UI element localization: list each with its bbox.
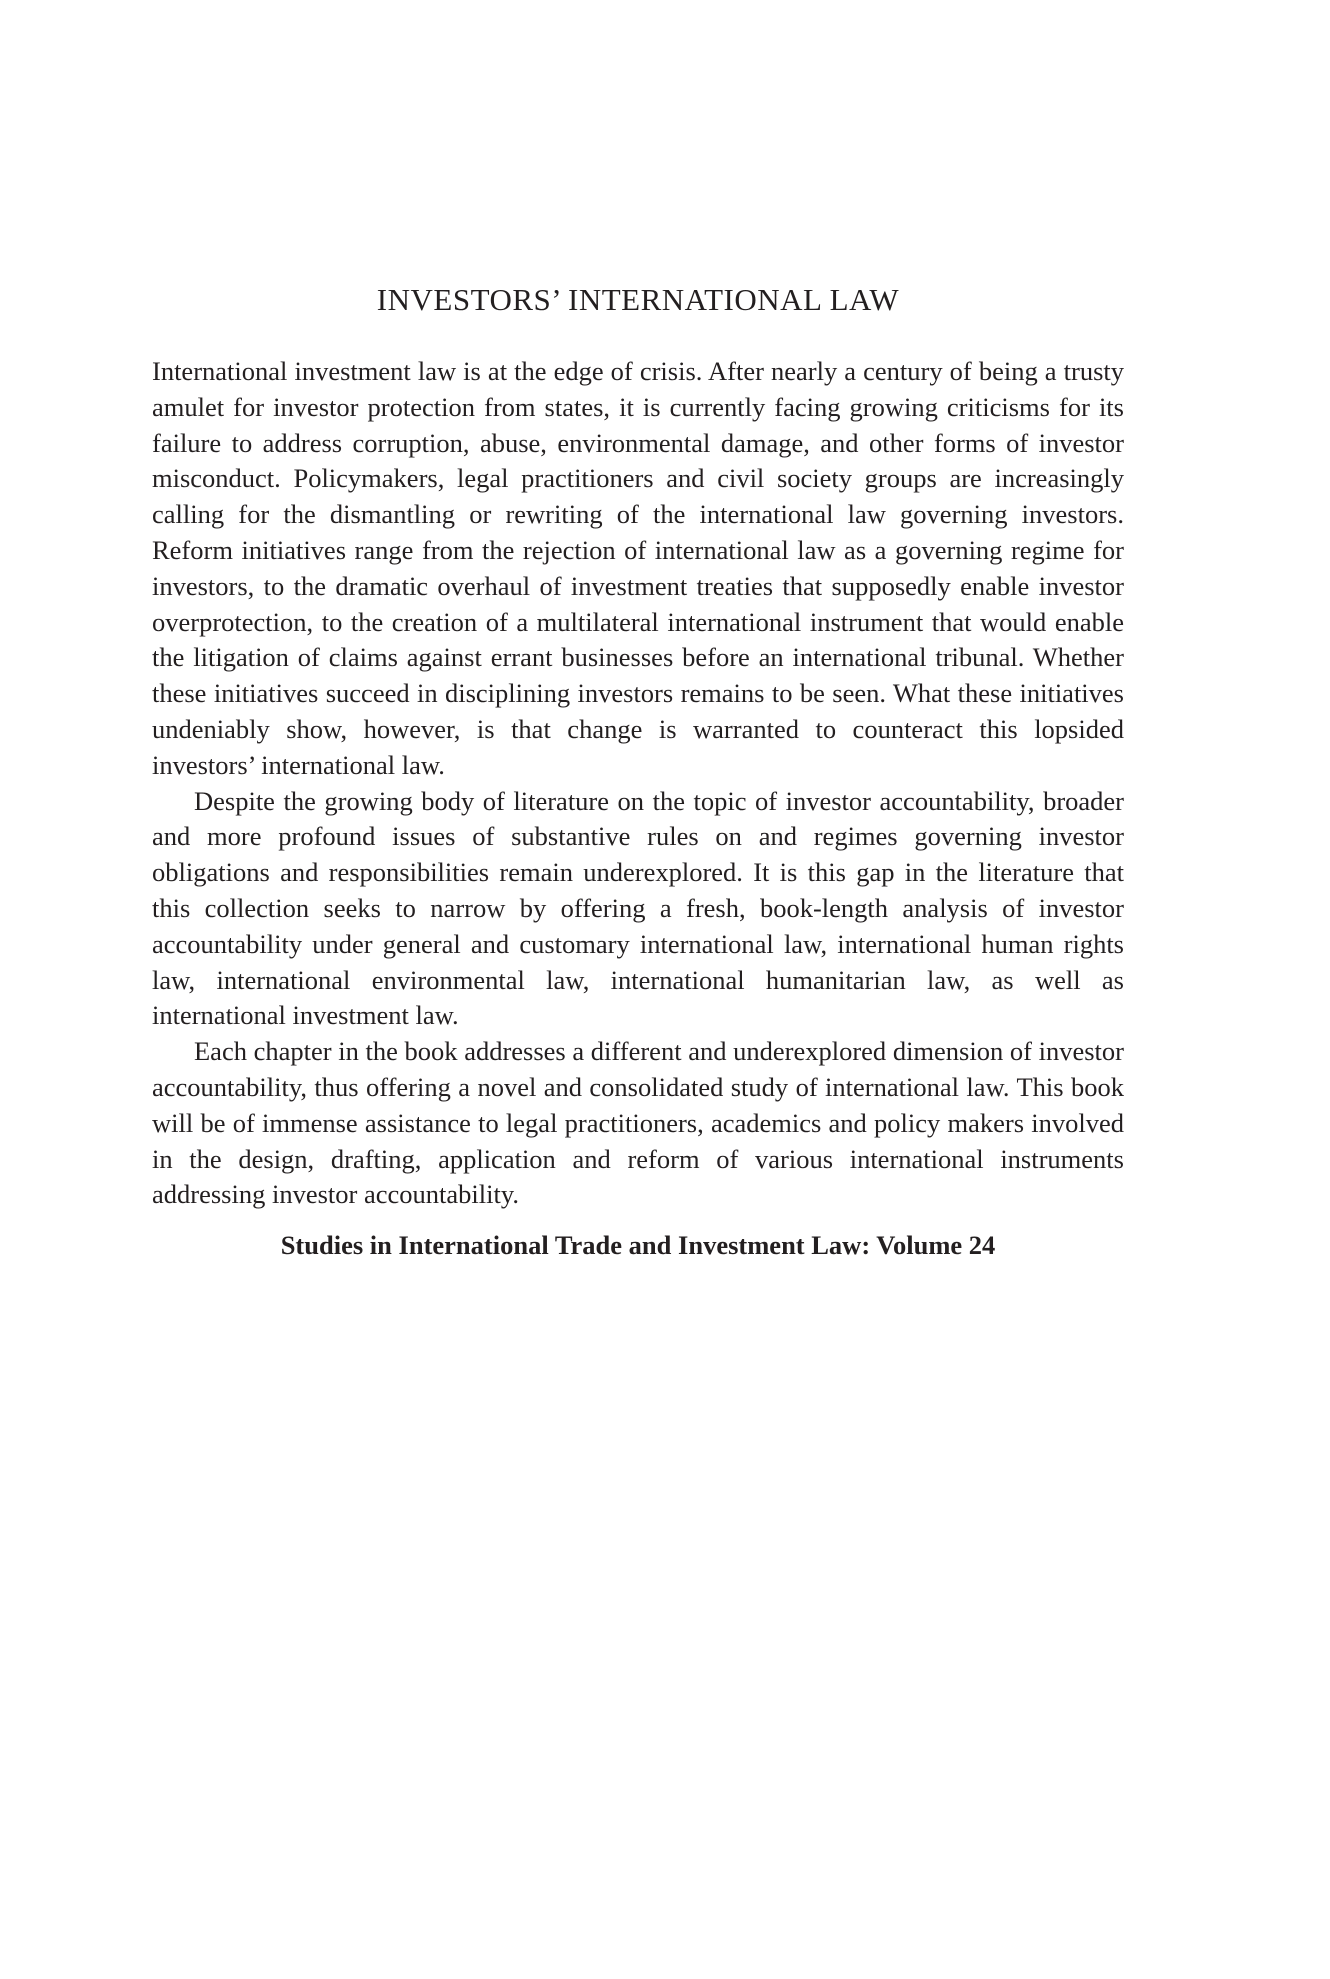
page-title: INVESTORS’ INTERNATIONAL LAW — [376, 282, 900, 317]
series-line: Studies in International Trade and Investment Law: Volume 24 — [280, 1230, 996, 1261]
paragraph-chapters: Each chapter in the book addresses a different and underexplored dimension of investor accountability, thus offering a novel and consolidated study of international law. This book will be of immense assistance to legal practitioners, academics and policy makers involved in the design, drafting, application and reform of various international instruments addressing investor accountability. — [152, 1036, 1124, 1210]
book-page — [152, 276, 1124, 1263]
paragraph-intro: International investment law is at the edge of crisis. After nearly a century of being a trusty amulet for investor protection from states, it is currently facing growing criticisms for its failure to address corruption, abuse, environmental damage, and other forms of investor misconduct. Policymakers, legal practitioners and civil society groups are increasingly calling for the dismantling or rewriting of the international law governing investors. Reform initiatives range from the rejection of international law as a governing regime for investors, to the dramatic overhaul of investment treaties that supposedly enable investor overprotection, to the creation of a multilateral international instrument that would enable the litigation of claims against errant businesses before an international tribunal. Whether these initiatives succeed in disciplining investors remains to be seen. What these initiatives undeniably show, however, is that change is warranted to counteract this lopsided investors’ international law. — [152, 356, 1124, 780]
paragraph-literature-gap: Despite the growing body of literature on the topic of investor accountability, broader and more profound issues of substantive rules on and regimes governing investor obligations and responsibilities remain underexplored. It is this gap in the literature that this collection seeks to narrow by offering a fresh, book-length analysis of investor accountability under general and customary international law, international human rights law, international environmental law, international humanitarian law, as well as international investment law. — [152, 785, 1124, 1031]
